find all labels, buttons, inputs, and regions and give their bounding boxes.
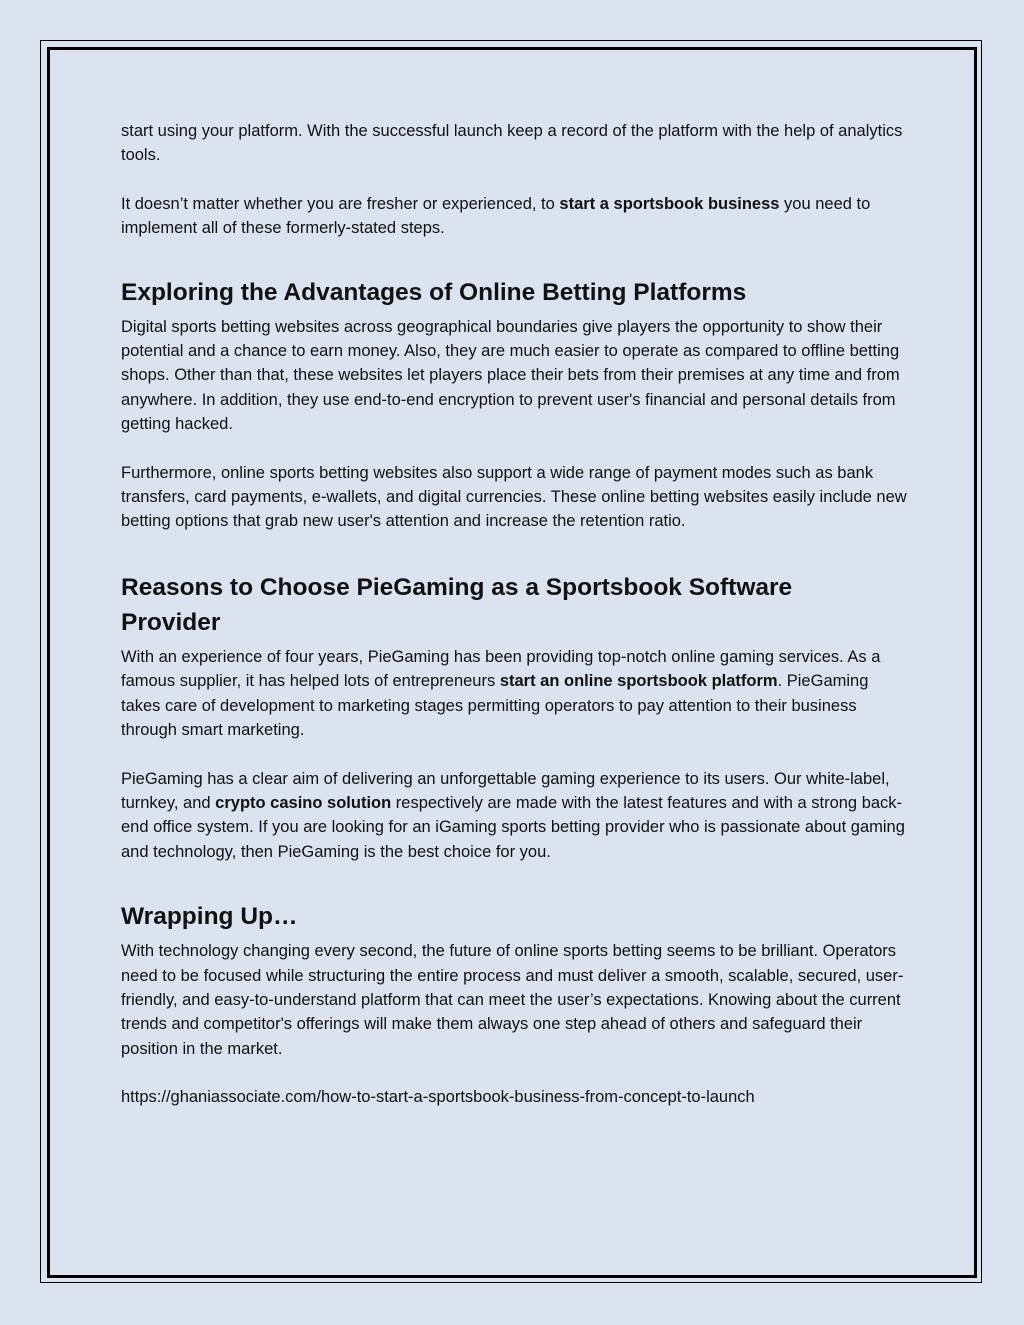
reasons-p2-bold-keyword: crypto casino solution — [215, 793, 392, 812]
reasons-bold-keyword: start an online sportsbook platform — [499, 672, 778, 691]
document-body — [121, 119, 911, 1110]
section-heading-reasons: Reasons to Choose PieGaming as a Sportsbook Software Provider — [121, 573, 793, 636]
advantages-paragraph-2: Furthermore, online sports betting websites also support a wide range of payment modes such as bank transfers, card payments, e-wallets, and digital currencies. These online betting websites easily include new betting options that grab new user's attention and increase the retention ratio. — [121, 463, 907, 531]
intro-bold-keyword: start a sportsbook business — [559, 194, 780, 213]
intro-text-after: you need to implement all of these formerly-stated steps. — [121, 194, 871, 238]
advantages-paragraph-1: Digital sports betting websites across geographical boundaries give players the opportunity to show their potential and a chance to earn money. Also, they are much easier to operate as compared to offline betting shops. Other than that, these websites let players place their bets from their premises at any time and from anywhere. In addition, they use end-to-end encryption to prevent user's financial and personal details from getting hacked. — [121, 317, 900, 434]
intro-paragraph-1: start using your platform. With the successful launch keep a record of the platform with the help of analytics tools. — [121, 122, 903, 165]
intro-paragraph-2 — [121, 192, 911, 241]
section-heading-advantages: Exploring the Advantages of Online Betting Platforms — [121, 278, 747, 306]
section-heading-wrapping-up: Wrapping Up… — [121, 903, 298, 931]
intro-text-before: It doesn’t matter whether you are fresher or experienced, to — [121, 194, 560, 213]
reasons-paragraph-2 — [121, 767, 911, 865]
reasons-text-before: With an experience of four years, PieGaming has been providing top-notch online gaming services. As a famous supplier, it has helped lots of entrepreneurs — [121, 647, 881, 691]
source-url[interactable]: https://ghaniassociate.com/how-to-start-a-sportsbook-business-from-concept-to-launch — [121, 1088, 755, 1107]
reasons-p2-text-after: respectively are made with the latest features and with a strong back-end office system. If you are looking for an iGaming sports betting provider who is passionate about gaming and technology, then PieGaming is the best choice for you. — [121, 793, 905, 861]
wrapping-up-paragraph: With technology changing every second, the future of online sports betting seems to be brilliant. Operators need to be focused while structuring the entire process and must deliver a smooth, scalable, secured, user-friendly, and easy-to-understand platform that can meet the user’s expectations. Knowing about the current trends and competitor's offerings will make them always one step ahead of others and safeguard their position in the market. — [121, 942, 904, 1058]
reasons-text-after: . PieGaming takes care of development to marketing stages permitting operators to pay attention to their business through smart marketing. — [121, 672, 869, 740]
reasons-paragraph-1 — [121, 645, 911, 743]
reasons-p2-text-before: PieGaming has a clear aim of delivering an unforgettable gaming experience to its users. Our white-label, turnkey, and — [121, 769, 890, 812]
